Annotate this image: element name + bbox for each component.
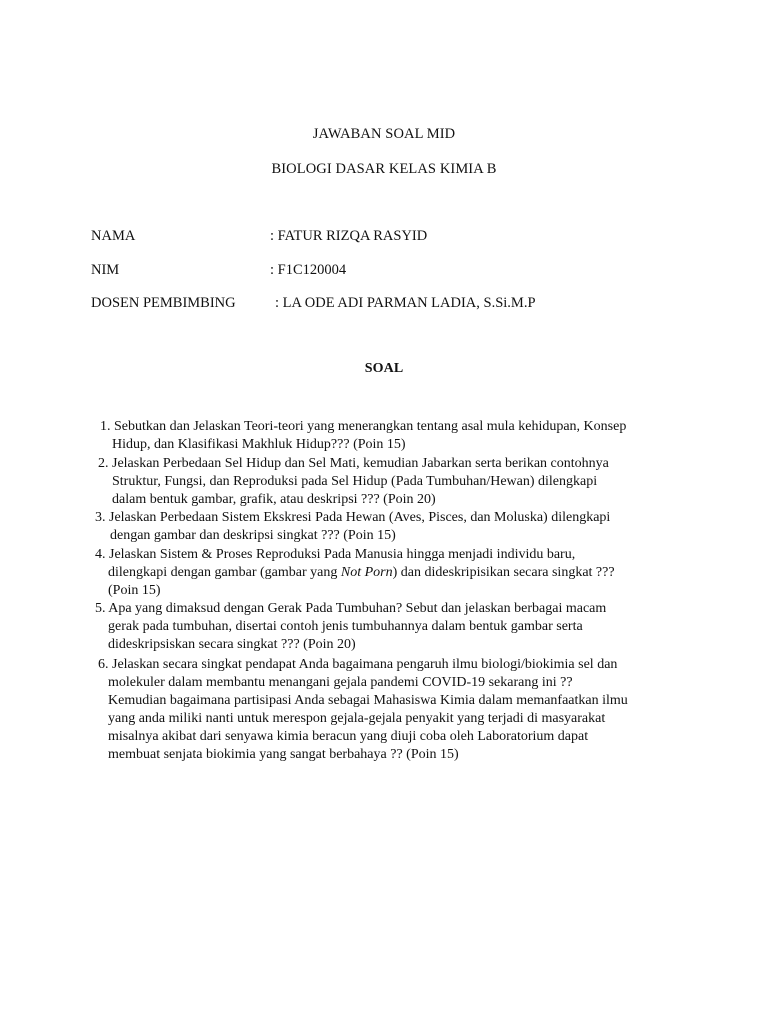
- question-4-line-1: 4. Jelaskan Sistem & Proses Reproduksi Pada Manusia hingga menjadi individu baru,: [95, 547, 576, 562]
- nim-label: NIM: [91, 262, 120, 278]
- not-porn-emphasis: Not Porn: [340, 565, 393, 580]
- question-6-line-3: Kemudian bagaimana partisipasi Anda sebagai Mahasiswa Kimia dalam memanfaatkan ilmu: [108, 693, 628, 708]
- question-1-line-1: 1. Sebutkan dan Jelaskan Teori-teori yang menerangkan tentang asal mula kehidupan, Konsep: [100, 419, 627, 434]
- question-3-line-2: dengan gambar dan deskripsi singkat ??? (Poin 15): [110, 528, 396, 543]
- question-6-line-1: 6. Jelaskan secara singkat pendapat Anda bagaimana pengaruh ilmu biologi/biokimia sel dan: [98, 657, 618, 672]
- question-2-line-3: dalam bentuk gambar, grafik, atau deskripsi ??? (Poin 20): [112, 492, 436, 507]
- question-6-line-2: molekuler dalam membantu menangani gejala pandemi COVID-19 sekarang ini ??: [108, 675, 573, 690]
- dosen-value: : LA ODE ADI PARMAN LADIA, S.Si.M.P: [275, 295, 536, 311]
- question-4-line-3: (Poin 15): [108, 583, 161, 598]
- nim-value: : F1C120004: [270, 262, 347, 278]
- dosen-label: DOSEN PEMBIMBING: [91, 295, 236, 311]
- question-5-line-3: dideskripsiskan secara singkat ??? (Poin 20): [108, 637, 356, 652]
- question-6-line-6: membuat senjata biokimia yang sangat berbahaya ?? (Poin 15): [108, 747, 459, 762]
- question-5-line-1: 5. Apa yang dimaksud dengan Gerak Pada Tumbuhan? Sebut dan jelaskan berbagai macam: [95, 601, 607, 616]
- name-label: NAMA: [91, 228, 136, 244]
- question-4-line-2-before: dilengkapi dengan gambar (gambar yang: [108, 565, 341, 580]
- question-1-line-2: Hidup, dan Klasifikasi Makhluk Hidup??? (Poin 15): [112, 437, 406, 452]
- question-6-line-5: misalnya akibat dari senyawa kimia beracun yang diuji coba oleh Laboratorium dapat: [108, 729, 589, 744]
- question-2-line-1: 2. Jelaskan Perbedaan Sel Hidup dan Sel Mati, kemudian Jabarkan serta berikan contohnya: [98, 456, 609, 471]
- question-6-line-4: yang anda miliki nanti untuk merespon gejala-gejala penyakit yang terjadi di masyarakat: [108, 711, 606, 726]
- question-5-line-2: gerak pada tumbuhan, disertai contoh jenis tumbuhannya dalam bentuk gambar serta: [108, 619, 583, 634]
- document-subtitle: BIOLOGI DASAR KELAS KIMIA B: [271, 161, 497, 177]
- soal-heading: SOAL: [364, 361, 404, 376]
- name-value: : FATUR RIZQA RASYID: [270, 228, 428, 244]
- question-4-line-2: [108, 564, 615, 582]
- question-2-line-2: Struktur, Fungsi, dan Reproduksi pada Sel Hidup (Pada Tumbuhan/Hewan) dilengkapi: [112, 474, 598, 489]
- document-title: JAWABAN SOAL MID: [312, 126, 456, 142]
- question-3-line-1: 3. Jelaskan Perbedaan Sistem Ekskresi Pada Hewan (Aves, Pisces, dan Moluska) dilengkapi: [95, 510, 611, 525]
- question-4-line-2-after: ) dan dideskripisikan secara singkat ???: [392, 565, 615, 580]
